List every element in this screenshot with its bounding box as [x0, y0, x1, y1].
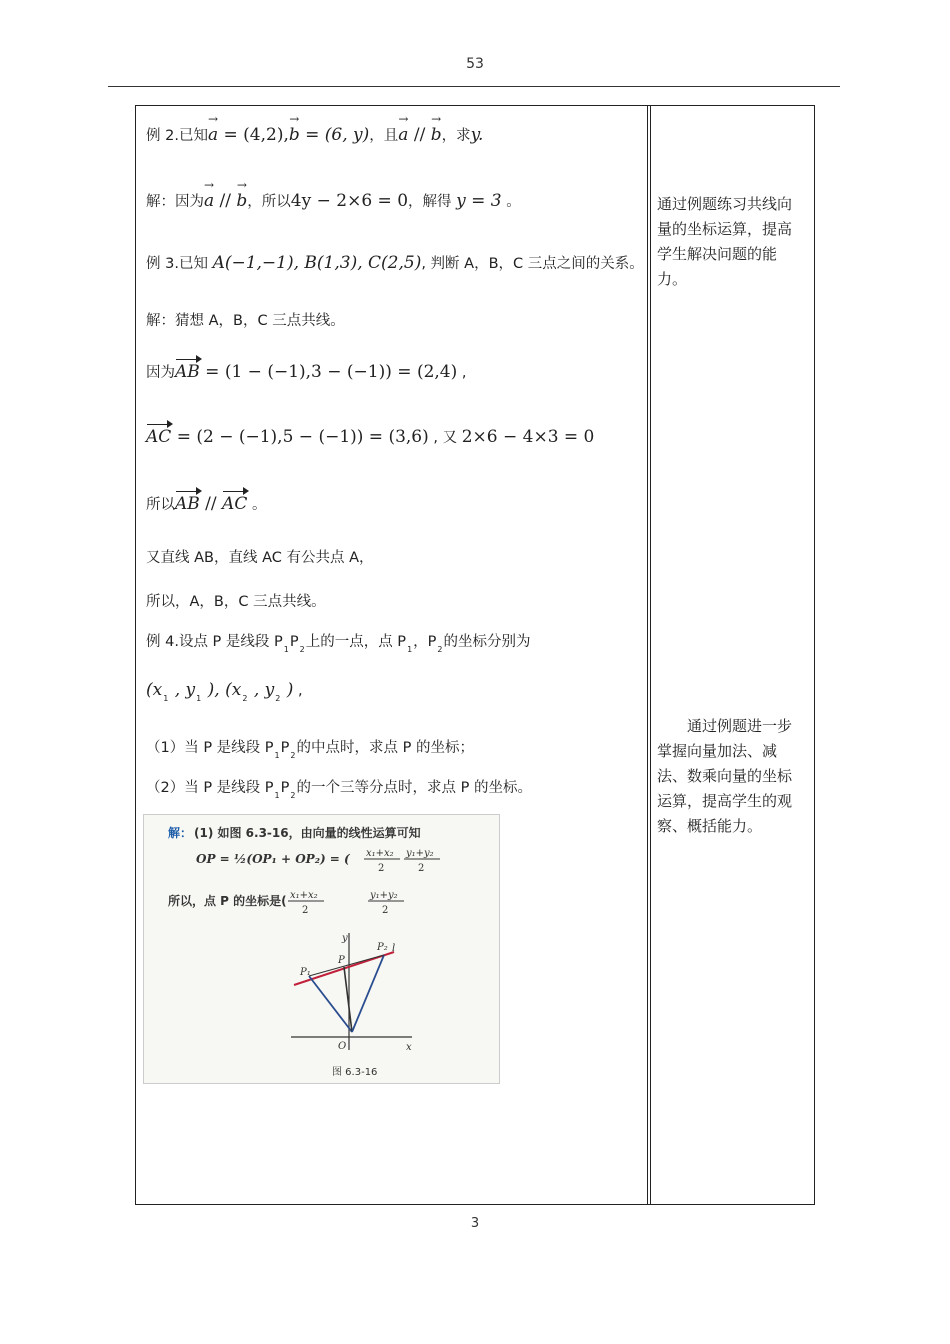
solution-figure-image [143, 814, 500, 1084]
par-vector-ac: AC [222, 494, 248, 514]
sol2-vector-a: → a [204, 191, 214, 211]
fig-line1: (1) 如图 6.3-16，由向量的线性运算可知 [194, 826, 421, 840]
fig-solution-label: 解： [168, 826, 193, 840]
par-prefix: 所以 [146, 497, 175, 513]
coord-x1: (x [146, 680, 163, 700]
q1-prefix: （1）当 P 是线段 P [146, 740, 274, 756]
vector-ab: AB [175, 362, 200, 382]
ex3-prefix: 例 3.已知 [146, 256, 213, 272]
question-2 [146, 776, 532, 800]
coord-y2: , y [248, 680, 275, 700]
ex4-end: 的坐标分别为 [443, 634, 531, 650]
header-rule [108, 86, 840, 87]
ex2-prefix: 例 2.已知 [146, 128, 208, 144]
ex2-cond-post: ，求 [441, 128, 471, 144]
column-divider [647, 106, 648, 1204]
ex4-p2: P [289, 634, 299, 650]
ex4-comma: ，P [413, 634, 437, 650]
q1-end: 的中点时，求点 P 的坐标； [296, 740, 474, 756]
fig-frac1-den: 2 [378, 863, 385, 874]
fig-line3: 所以，点 P 的坐标是( [168, 894, 287, 908]
fig-frac1-num: x₁+x₂ [366, 848, 394, 859]
par-vector-ab: AB [175, 494, 200, 514]
fig-frac3-num: x₁+x₂ [290, 890, 318, 901]
ex3-suffix: , 判断 A，B，C 三点之间的关系。 [421, 256, 644, 272]
fig-frac4-den: 2 [382, 905, 389, 916]
cond-vector-b: → b [431, 125, 442, 145]
fig-caption: 图 6.3-16 [332, 1067, 378, 1078]
example-2 [146, 124, 483, 145]
coord-sub3: 2 [242, 694, 248, 703]
par-end: 。 [247, 497, 267, 513]
q2-p2: P [280, 780, 290, 796]
fig-p-label: P [338, 955, 345, 966]
fig-frac2-den: 2 [418, 863, 425, 874]
q1-sub2: 2 [290, 751, 296, 760]
ex3-points: A(−1,−1), B(1,3), C(2,5) [212, 253, 422, 273]
sol2-prefix: 解：因为 [146, 194, 204, 210]
q1-p2: P [280, 740, 290, 756]
vector-ac-line [146, 426, 594, 447]
ex2-cond-pre: ，且 [369, 128, 399, 144]
ex2-eq1: = (4,2), [218, 125, 289, 145]
conclusion-line: 所以，A，B，C 三点共线。 [146, 594, 326, 610]
fig-y-label: y [342, 933, 348, 944]
question-1 [146, 736, 474, 760]
coord-sub1: 1 [163, 694, 169, 703]
solution-2 [146, 190, 521, 211]
par-symbol: // [199, 494, 223, 514]
coord-y1: , y [169, 680, 196, 700]
sol2-parallel: // [214, 191, 237, 211]
coord-end: , [293, 683, 303, 699]
page-number-top: 53 [466, 56, 484, 72]
sol2-mid: ，所以 [247, 194, 291, 210]
coord-close: ) [281, 680, 294, 700]
ac-equation: = (2 − (−1),5 − (−1)) = (3,6) [171, 427, 429, 447]
example-3 [146, 252, 644, 273]
cond-vector-a: → a [398, 125, 408, 145]
parallel-symbol: // [408, 125, 431, 145]
q1-sub1: 1 [274, 751, 280, 760]
coord-sub4: 2 [275, 694, 281, 703]
column-divider-inner [650, 106, 651, 1204]
ex4-mid: 上的一点，点 P [305, 634, 407, 650]
q2-sub1: 1 [274, 791, 280, 800]
ex4-sub3: 1 [407, 645, 413, 654]
ex4-sub4: 2 [437, 645, 443, 654]
q2-prefix: （2）当 P 是线段 P [146, 780, 274, 796]
q2-sub2: 2 [290, 791, 296, 800]
solution-figure-svg [144, 815, 499, 1083]
fig-l-label: l [392, 943, 396, 954]
lesson-table [135, 105, 815, 1205]
page-number-bottom: 3 [470, 1216, 480, 1231]
vector-ab-line [146, 361, 466, 382]
sol2-mid2: ，解得 [408, 194, 457, 210]
fig-line2: OP = ½(OP₁ + OP₂) = ( [196, 852, 350, 866]
fig-x-label: x [406, 1042, 412, 1053]
side-note-2: 通过例题进一步掌握向量加法、减法、数乘向量的坐标运算，提高学生的观察、概括能力。 [657, 717, 793, 835]
vector-ac: AC [146, 427, 172, 447]
fig-vector-op2 [352, 955, 384, 1032]
fig-frac2-num: y₁+y₂ [406, 848, 434, 859]
solution-3-guess: 解：猜想 A，B，C 三点共线。 [146, 313, 345, 329]
ex2-ask: y. [470, 125, 484, 145]
parallel-line [146, 493, 266, 514]
ab-prefix: 因为 [146, 365, 175, 381]
coord-x2: ), (x [202, 680, 242, 700]
sol2-equation: 4y − 2×6 = 0 [290, 191, 409, 211]
common-point-line: 又直线 AB，直线 AC 有公共点 A， [146, 550, 374, 566]
fig-origin-label: O [338, 1041, 347, 1052]
fig-frac4-num: y₁+y₂ [370, 890, 398, 901]
fig-p2-label: P₂ [377, 942, 388, 953]
ac-check: 2×6 − 4×3 = 0 [461, 427, 595, 447]
fig-frac3-den: 2 [302, 905, 309, 916]
ab-equation: = (1 − (−1),3 − (−1)) = (2,4) [199, 362, 458, 382]
ex2-eq2: = (6, y) [299, 125, 370, 145]
vector-b: → b [289, 125, 300, 145]
coordinates-line [146, 680, 303, 703]
fig-p1-label: P₁ [300, 967, 311, 978]
fig-segment-p1p2 [309, 955, 384, 976]
ex4-prefix: 例 4.设点 P 是线段 P [146, 634, 283, 650]
ac-mid: , 又 [428, 430, 462, 446]
coord-sub2: 1 [196, 694, 202, 703]
ex4-sub1: 1 [283, 645, 289, 654]
sol2-end: 。 [501, 194, 521, 210]
sol2-result: y = 3 [456, 191, 502, 211]
q2-end: 的一个三等分点时，求点 P 的坐标。 [296, 780, 532, 796]
ab-end: , [457, 365, 467, 381]
ex4-sub2: 2 [299, 645, 305, 654]
vector-a: → a [208, 125, 218, 145]
sol2-vector-b: → b [236, 191, 247, 211]
side-note-1: 通过例题练习共线向量的坐标运算，提高学生解决问题的能力。 [657, 195, 793, 288]
example-4 [146, 630, 531, 654]
